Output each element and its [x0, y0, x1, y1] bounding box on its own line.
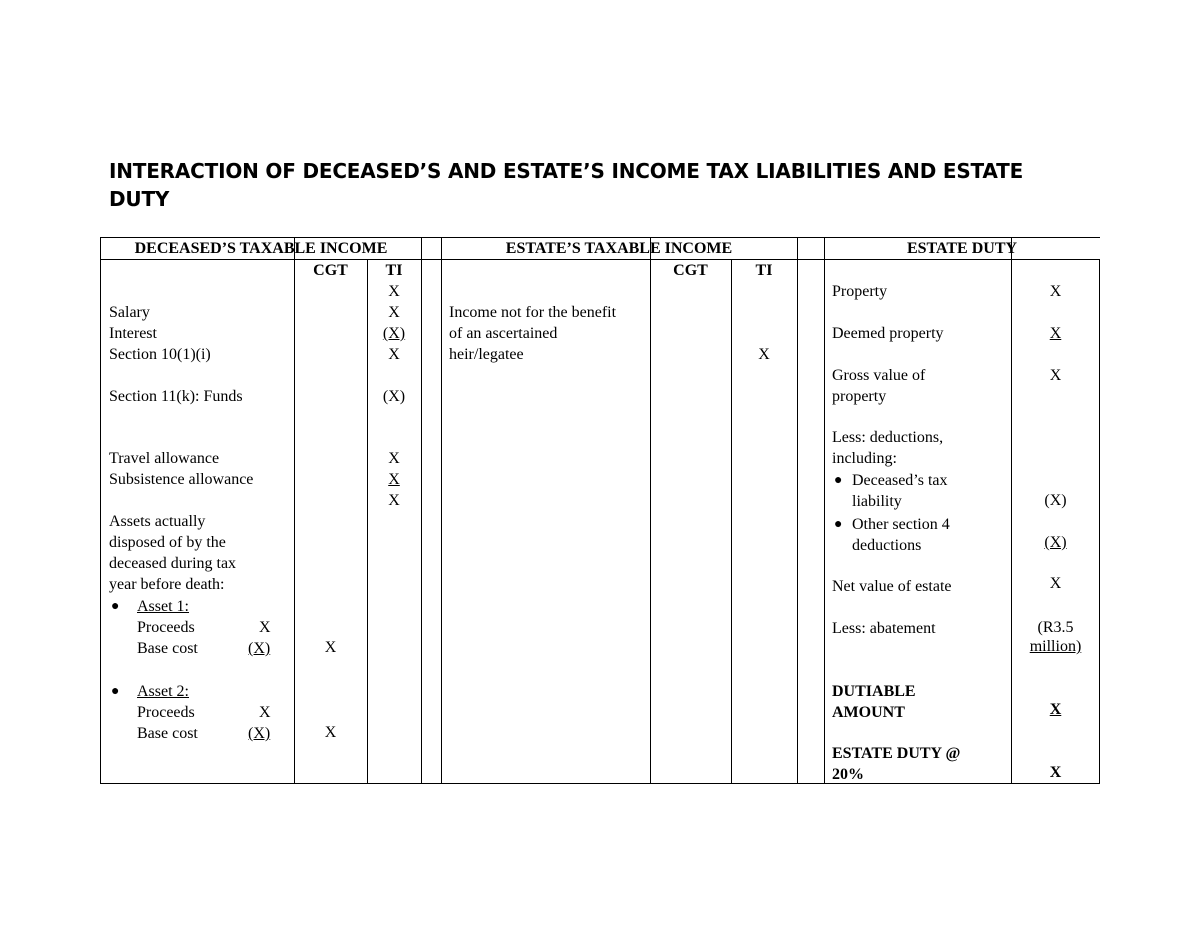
tax-interaction-table	[100, 237, 1100, 784]
label-less-deductions: Less: deductions,	[832, 429, 944, 446]
col-divider	[824, 238, 825, 783]
label-interest: Interest	[109, 325, 157, 342]
col-divider	[797, 238, 798, 783]
ti-value: X	[388, 304, 400, 321]
value-abatement: (R3.5	[1037, 619, 1074, 636]
ti-value: X	[388, 492, 400, 509]
label-assets: year before death:	[109, 576, 225, 593]
estate-income-label: of an ascertained	[449, 325, 558, 342]
label-less-deductions: including:	[832, 450, 897, 467]
subheader-cgt: CGT	[673, 262, 708, 279]
label-assets: deceased during tax	[109, 555, 237, 572]
label-subsistence: Subsistence allowance	[109, 471, 254, 488]
label-travel: Travel allowance	[109, 450, 220, 467]
value-base-cost: (X)	[248, 640, 271, 657]
label-other-deductions: Other section 4	[852, 516, 950, 533]
value-other-deductions: (X)	[1044, 534, 1067, 551]
label-deceased-tax: liability	[852, 493, 902, 510]
subheader-ti: TI	[385, 262, 403, 279]
col-divider	[650, 238, 651, 783]
ti-value: X	[388, 471, 400, 488]
col-divider	[441, 238, 442, 783]
label-salary: Salary	[109, 304, 150, 321]
label-deceased-tax: Deceased’s tax	[852, 472, 948, 489]
col-divider	[294, 238, 295, 783]
label-asset1: Asset 1:	[137, 598, 189, 615]
label-property: Property	[832, 283, 888, 300]
value-proceeds: X	[259, 619, 271, 636]
value-deceased-tax: (X)	[1044, 492, 1067, 509]
estate-income-label: heir/legatee	[449, 346, 524, 363]
ti-value: X	[388, 450, 400, 467]
value-net: X	[1049, 575, 1062, 592]
value-abatement: million)	[1029, 638, 1082, 655]
ti-value: (X)	[382, 388, 406, 405]
label-section10: Section 10(1)(i)	[109, 346, 211, 363]
label-base-cost: Base cost	[137, 725, 198, 742]
estate-income-label: Income not for the benefit	[449, 304, 617, 321]
bullet-icon: ●	[834, 473, 843, 488]
label-net-value: Net value of estate	[832, 578, 952, 595]
estate-ti-value: X	[758, 346, 770, 363]
label-gross: Gross value of	[832, 367, 926, 384]
bullet-icon: ●	[111, 684, 120, 699]
ti-value: X	[388, 283, 400, 300]
subheader-cgt: CGT	[313, 262, 348, 279]
label-assets: Assets actually	[109, 513, 206, 530]
label-estate-duty: ESTATE DUTY @	[832, 745, 961, 762]
ti-value: X	[388, 346, 400, 363]
label-proceeds: Proceeds	[137, 619, 195, 636]
value-deemed: X	[1049, 325, 1062, 342]
bullet-icon: ●	[111, 599, 120, 614]
bullet-icon: ●	[834, 517, 843, 532]
label-dutiable: AMOUNT	[832, 704, 905, 721]
value-cgt: X	[324, 724, 337, 741]
value-dutiable: X	[1049, 701, 1062, 718]
label-section11: Section 11(k): Funds	[109, 388, 243, 405]
label-other-deductions: deductions	[852, 537, 922, 554]
value-cgt: X	[324, 639, 337, 656]
col-divider	[421, 238, 422, 783]
label-abatement: Less: abatement	[832, 620, 936, 637]
col-divider	[731, 238, 732, 783]
header-estate: ESTATE’S TAXABLE INCOME	[505, 240, 733, 257]
label-assets: disposed of by the	[109, 534, 226, 551]
label-asset2: Asset 2:	[137, 683, 189, 700]
label-proceeds: Proceeds	[137, 704, 195, 721]
label-estate-duty: 20%	[832, 766, 864, 783]
value-proceeds: X	[259, 704, 271, 721]
value-property: X	[1049, 283, 1062, 300]
subheader-ti: TI	[755, 262, 773, 279]
label-deemed: Deemed property	[832, 325, 944, 342]
page-title: INTERACTION OF DECEASED’S AND ESTATE’S INCOME TAX LIABILITIES AND ESTATE DUTY	[109, 159, 1024, 211]
label-base-cost: Base cost	[137, 640, 198, 657]
ti-value: (X)	[382, 325, 406, 342]
header-estate-duty: ESTATE DUTY	[906, 240, 1018, 257]
label-dutiable: DUTIABLE	[832, 683, 916, 700]
label-gross: property	[832, 388, 887, 405]
value-gross: X	[1049, 367, 1062, 384]
header-deceased: DECEASED’S TAXABLE INCOME	[134, 240, 388, 257]
value-base-cost: (X)	[248, 725, 271, 742]
value-estate-duty: X	[1049, 764, 1062, 781]
header-divider	[101, 259, 1099, 260]
